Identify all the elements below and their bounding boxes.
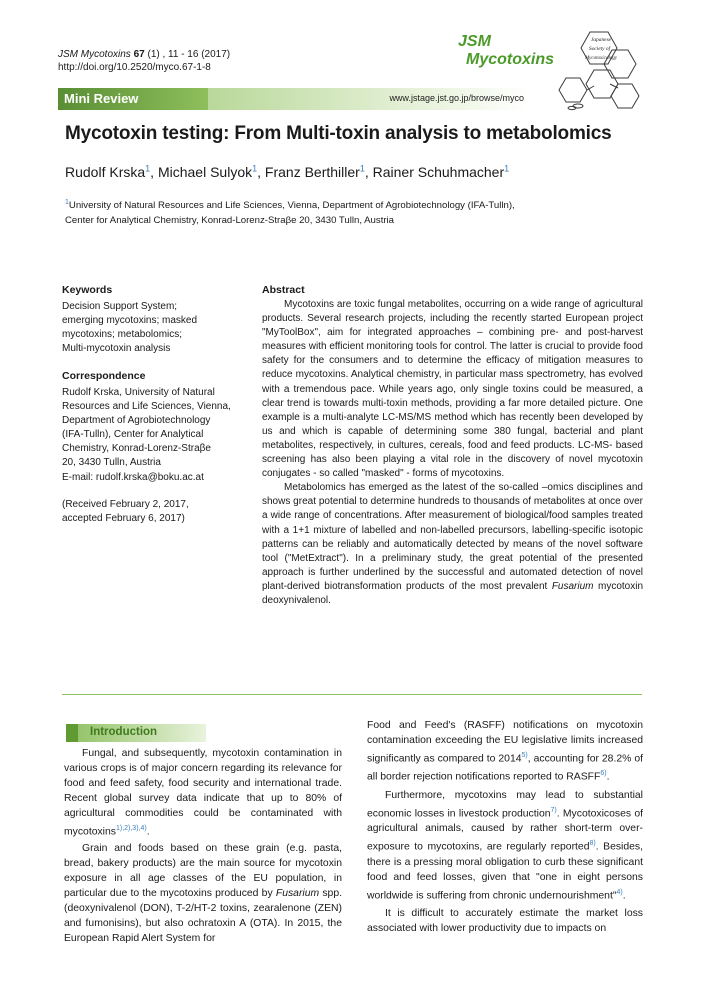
- author-list: [65, 163, 509, 180]
- body-paragraph: Food and Feed's (RASFF) notifications on mycotoxin contamination exceeding the EU legislative limits increased significantly as compared to 2014$^{5)}$, accounting for 28.2% of all border rejection notifications reported to RASFF$^{6)}$.: [367, 720, 643, 783]
- correspondence-email[interactable]: E-mail: rudolf.krska@boku.ac.at: [62, 471, 204, 483]
- keywords-line: emerging mycotoxins; masked: [62, 315, 198, 327]
- section-label: Mini Review: [64, 91, 139, 106]
- body-column-right: [367, 718, 643, 936]
- body-paragraph: Grain and foods based on these grain (e.g. pasta, bread, bakery products) are the main source for mycotoxin exposure in all age classes of the EU population, in particular due to the mycotoxins produced by Fusarium spp. (deoxynivalenol (DON), T-2/HT-2 toxins, zearalenone (ZEN) and fumonisins), but also ochratoxin A (OTA). In 2015, the European Rapid Alert System for: [64, 843, 342, 945]
- citation-issue-pages: (1) , 11 - 16 (2017): [147, 49, 231, 60]
- doi-link[interactable]: http://doi.org/10.2520/myco.67-1-8: [58, 62, 211, 73]
- section-divider: [62, 694, 642, 695]
- keywords-line: mycotoxins; metabolomics;: [62, 329, 183, 341]
- citation-volume: 67: [133, 49, 145, 60]
- abstract-paragraph: Mycotoxins are toxic fungal metabolites, occurring on a wide range of agricultural products. Several research projects, including the recently started European project "MyToolBox", aim for integrated approaches – combining pre- and post-harvest measures with efficient monitoring tools for control. The latter is crucial to provide food safety for the consumers and to determine the efficacy of mitigation measures to reduce mycotoxins. Analytical chemistry, in particular mass spectrometry, has evolved with a tremendous pace. While years ago, only single toxins could be measured, a clear trend is towards multi-toxin methods, providing a far more detailed picture. One example is a multi-analyte LC-MS/MS method which has recently been developed by us and which is capable of determining some 380 fungal, bacterial and plant metabolites, respectively, in cultures, cereals, food and feed products. LC-MS- based screening has also been playing a vital role in the discovery of novel mycotoxin conjugates - so called "masked" - forms of mycotoxins.: [262, 299, 643, 480]
- correspondence-line: (IFA-Tulln), Center for Analytical: [62, 429, 204, 441]
- author: Franz Berthiller$^1$,: [264, 163, 373, 180]
- affiliation-line2: Center for Analytical Chemistry, Konrad-Lorenz-Straβe 20, 3430 Tulln, Austria: [65, 215, 395, 227]
- society-seal-icon: [552, 28, 648, 112]
- journal-url-link[interactable]: www.jstage.jst.go.jp/browse/myco: [389, 93, 524, 103]
- citation-line: [58, 48, 230, 61]
- correspondence-line: Rudolf Krska, University of Natural: [62, 387, 215, 398]
- seal-line2: Society of: [589, 46, 611, 52]
- correspondence-line: 20, 3430 Tulln, Austria: [62, 457, 161, 469]
- introduction-heading-box: [66, 724, 206, 742]
- author: Rudolf Krska$^1$,: [65, 163, 158, 180]
- keywords-list: [62, 300, 247, 356]
- body-paragraph: It is difficult to accurately estimate the market loss associated with lower productivity due to impacts on: [367, 908, 643, 935]
- journal-logo-line1: JSM: [458, 33, 491, 50]
- correspondence-line: Resources and Life Sciences, Vienna,: [62, 401, 231, 413]
- affiliation-line1: University of Natural Resources and Life Sciences, Vienna, Department of Agrobiotechnology (IFA-Tulln),: [68, 200, 515, 212]
- correspondence-line: Department of Agrobiotechnology: [62, 415, 211, 427]
- keywords-line: Multi-mycotoxin analysis: [62, 343, 171, 355]
- affiliation: [65, 195, 665, 228]
- correspondence-block: [62, 386, 247, 485]
- seal-line3: Mycotoxicology: [585, 56, 617, 61]
- citation-journal: JSM Mycotoxins: [58, 49, 131, 60]
- section-band: [58, 88, 528, 110]
- correspondence-heading: Correspondence: [62, 370, 146, 382]
- correspondence-line: Chemistry, Konrad-Lorenz-Straβe: [62, 443, 211, 455]
- body-column-left: [64, 746, 342, 946]
- journal-logo-line2: Mycotoxins: [466, 51, 555, 68]
- keywords-heading: Keywords: [62, 284, 113, 296]
- abstract-body: [262, 298, 643, 608]
- abstract-paragraph: Metabolomics has emerged as the latest of the so-called –omics disciplines and shows great potential to determine hundreds to thousands of metabolites at once over a wide range of concentrations. After measurement of biological/food samples treated with a 1+1 mixture of labelled and non-labelled precursors, labelling-specific isotopic patterns can be reliably and automatically detected by means of the novel software tool ("MetExtract"). In a preliminary study, the great potential of the presented approach is further underlined by the successful and automated detection of novel plant-derived biotransformation products of the most prevalent Fusarium mycotoxin deoxynivalenol.: [262, 482, 644, 606]
- received-dates: (Received February 2, 2017, accepted February 6, 2017): [62, 499, 189, 525]
- article-title: Mycotoxin testing: From Multi-toxin analysis to metabolomics: [65, 123, 612, 144]
- abstract-heading: Abstract: [262, 284, 305, 296]
- keywords-line: Decision Support System;: [62, 301, 178, 312]
- introduction-heading: Introduction: [90, 726, 158, 738]
- author: Rainer Schuhmacher$^1$: [372, 163, 510, 180]
- seal-line1: Japanese: [591, 37, 612, 43]
- body-paragraph: Furthermore, mycotoxins may lead to substantial economic losses in livestock production$^{7)}$. Mycotoxicoses of agricultural animals, caused by rather short-term over-exposure to mycotoxins, are regularly reported$^{8)}$. Besides, there is a pressing moral obligation to curb these significant food and feed losses, given that "one in eight persons worldwide is suffering from chronic undernourishment"$^{4)}$.: [367, 789, 643, 902]
- body-paragraph: Fungal, and subsequently, mycotoxin contamination in various crops is of major concern regarding its relevance for food and feed safety, food security and international trade. Recent global survey data indicate that up to 80% of agricultural commodities could be contaminated with mycotoxins$^{1),2),3),4)}$.: [64, 748, 342, 838]
- affiliation-mark: 1: [65, 199, 69, 206]
- author: Michael Sulyok$^1$,: [157, 163, 265, 180]
